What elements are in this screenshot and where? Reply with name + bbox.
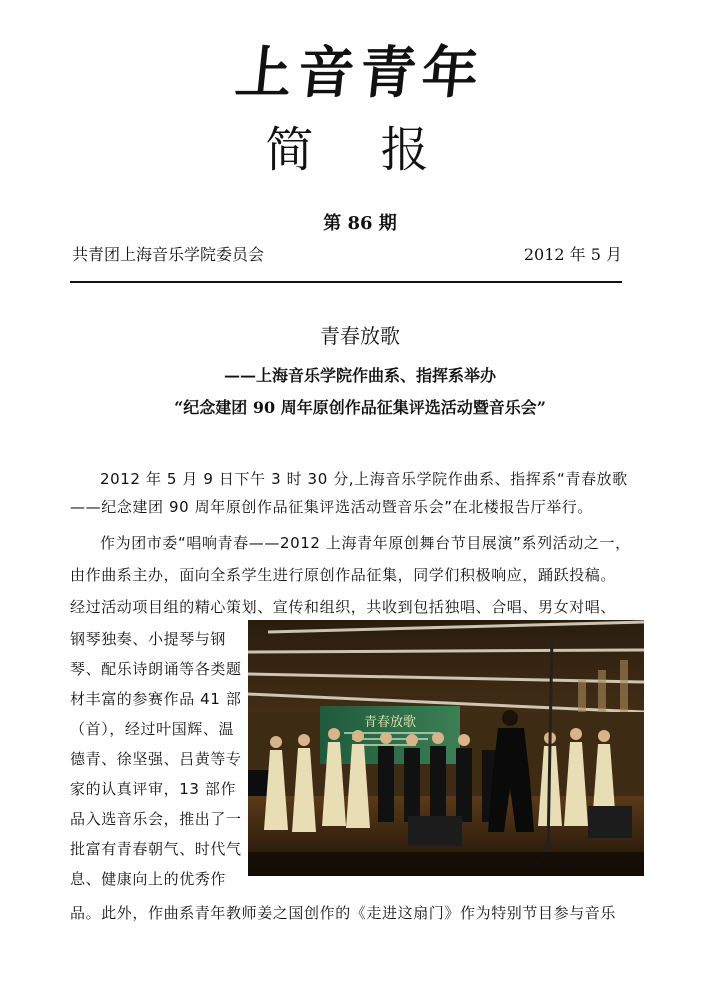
concert-photo [248, 620, 644, 876]
article-subtitle-line-1: ——上海音乐学院作曲系、指挥系举办 [223, 366, 496, 385]
body-line: 琴、配乐诗朗诵等各类题 [70, 660, 242, 678]
body-line: 家的认真评审，13 部作 [70, 780, 237, 798]
issue-number: 第 86 期 [323, 213, 397, 234]
body-line: （首），经过叶国辉、温 [70, 720, 235, 738]
body-line: 批富有青春朝气、时代气 [70, 840, 242, 858]
body-line: 由作曲系主办，面向全系学生进行原创作品征集，同学们积极响应，踊跃投稿。 [70, 566, 617, 584]
masthead-subtitle: 简 报 [265, 122, 455, 178]
body-line: 息、健康向上的优秀作 [70, 870, 227, 888]
body-line: 品。此外，作曲系青年教师姜之国创作的《走进这扇门》作为特别节目参与音乐 [70, 904, 617, 922]
body-line: 品入选音乐会，推出了一 [70, 810, 242, 828]
body-line: 德青、徐坚强、吕黄等专 [70, 750, 242, 768]
body-line: 钢琴独奏、小提琴与钢 [70, 630, 227, 648]
masthead-title: 上音青年 [232, 40, 488, 106]
photo-banner-text: 青春放歌 [363, 715, 417, 730]
publisher-name: 共青团上海音乐学院委员会 [72, 245, 265, 264]
body-line: 作为团市委“唱响青春——2012 上海青年原创舞台节目展演”系列活动之一， [100, 534, 631, 552]
body-line: 经过活动项目组的精心策划、宣传和组织，共收到包括独唱、合唱、男女对唱、 [70, 598, 617, 616]
body-line: 2012 年 5 月 9 日下午 3 时 30 分,上海音乐学院作曲系、指挥系“青春放歌 [100, 470, 628, 488]
article-subtitle-line-2: “纪念建团 90 周年原创作品征集评选活动暨音乐会” [174, 398, 546, 417]
publication-date: 2012 年 5 月 [523, 245, 622, 264]
body-line: ——纪念建团 90 周年原创作品征集评选活动暨音乐会”在北楼报告厅举行。 [70, 498, 593, 516]
header-divider [70, 281, 622, 283]
body-line: 材丰富的参赛作品 41 部 [70, 690, 242, 708]
article-title: 青春放歌 [320, 324, 400, 348]
